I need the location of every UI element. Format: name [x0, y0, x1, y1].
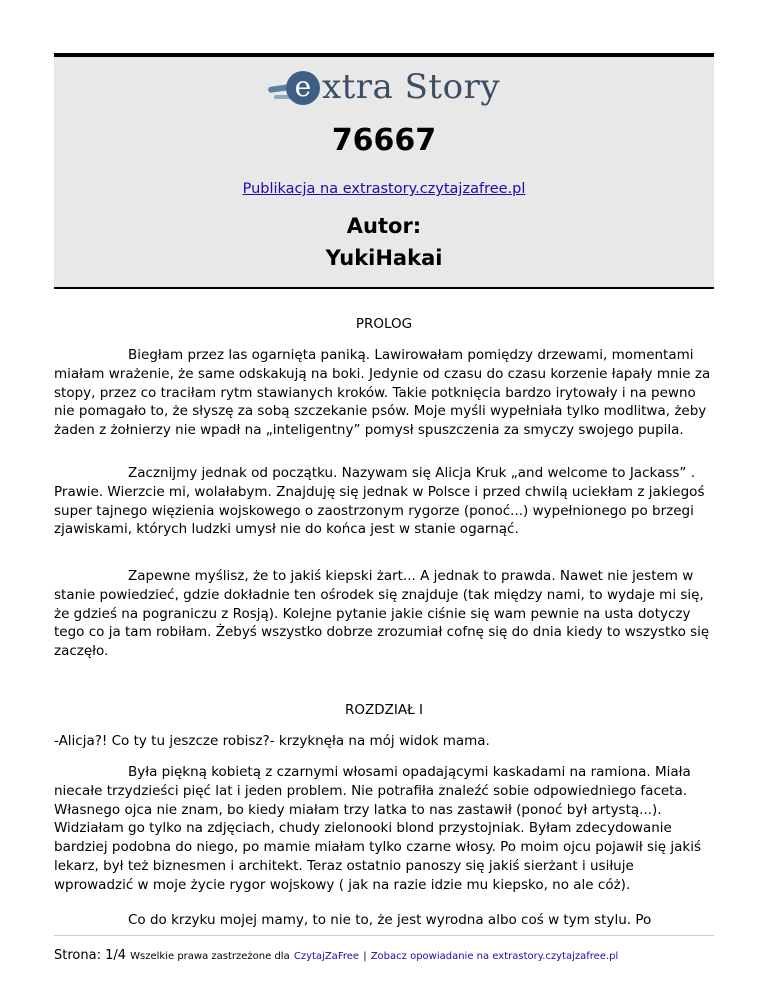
logo-swoosh-icon [268, 67, 320, 107]
footer-divider [54, 935, 714, 936]
publication-link[interactable]: Publikacja na extrastory.czytajzafree.pl [242, 181, 526, 197]
paragraph: Była piękną kobietą z czarnymi włosami opadającymi kaskadami na ramiona. Miała niecałe trzydzieści pięć lat i jeden problem. Nie potrafiła znaleźć sobie odpowiedniego faceta. Własnego ojca nie znam, bo kiedy miałam trzy latka to nas zastawił (ponoć był artystą...). Widziałam go tylko na zdjęciach, chudy zielonooki blond przystojniak. Byłam zdecydowanie bardziej podobna do niego, po mamie miałam tylko czarne włosy. Po moim ojcu pojawił się jakiś lekarz, był też biznesmen i architekt. Teraz ostatnio panoszy się jakiś sierżant i usiłuje wprowadzić w moje życie rygor wojskowy ( jak na razie idzie mu kiepsko, no ale cóż). [54, 764, 702, 893]
header-box [54, 53, 714, 289]
author-name: YukiHakai [325, 246, 443, 270]
paragraph: Co do krzyku mojej mamy, to nie to, że jest wyrodna albo coś w tym stylu. Po [128, 912, 652, 928]
author-label: Autor: [346, 214, 422, 238]
extra-story-logo[interactable] [54, 63, 714, 111]
logo-text: xtra Story [321, 67, 501, 107]
page-footer [54, 948, 618, 963]
story-link[interactable]: Zobacz opowiadanie na extrastory.czytajzafree.pl [370, 951, 619, 962]
document-id: 76667 [331, 123, 437, 158]
page-number: Strona: 1/4 [54, 948, 127, 963]
paragraph: -Alicja?! Co ty tu jeszcze robisz?- krzyknęła na mój widok mama. [54, 733, 490, 749]
logo-letter: e [286, 71, 320, 105]
footer-separator: | [363, 951, 367, 962]
paragraph: Zapewne myślisz, że to jakiś kiepski żart... A jednak to prawda. Nawet nie jestem w stanie powiedzieć, gdzie dokładnie ten ośrodek się znajduje (tak między nami, to wydaje mi się, że gdzieś na pograniczu z Rosją). Kolejne pytanie jakie ciśnie się wam pewnie na usta dotyczy tego co ja tam robiłam. Żebyś wszystko dobrze zrozumiał cofnę się do dnia kiedy to wszystko się zaczęło. [54, 568, 710, 660]
chapter-heading: ROZDZIAŁ I [345, 702, 423, 718]
paragraph: Zacznijmy jednak od początku. Nazywam się Alicja Kruk „and welcome to Jackass” . Prawie. Wierzcie mi, wolałabym. Znajduję się jednak w Polsce i przed chwilą uciekłam z jakiegoś super tajnego więzienia wojskowego o zaostrzonym rygorze (ponoć...) wypełnionego po brzegi zjawiskami, których ludzki umysł nie do końca jest w stanie ogarnąć. [54, 465, 705, 538]
czytajzafree-link[interactable]: CzytajZaFree [293, 951, 360, 962]
prolog-heading: PROLOG [355, 316, 413, 332]
paragraph: Biegłam przez las ogarnięta paniką. Lawirowałam pomiędzy drzewami, momentami miałam wrażenie, że same odskakują na boki. Jedynie od czasu do czasu korzenie łapały mnie za stopy, przez co traciłam rytm stawianych kroków. Takie potknięcia bardzo irytowały i na pewno nie pomagało to, że słyszę za sobą szczekanie psów. Moje myśli wypełniała tylko modlitwa, żeby żaden z żołnierzy nie wpadł na „inteligentny” pomysł spuszczenia za smyczy swojego pupila. [54, 347, 711, 439]
rights-text: Wszelkie prawa zastrzeżone dla [130, 951, 290, 962]
